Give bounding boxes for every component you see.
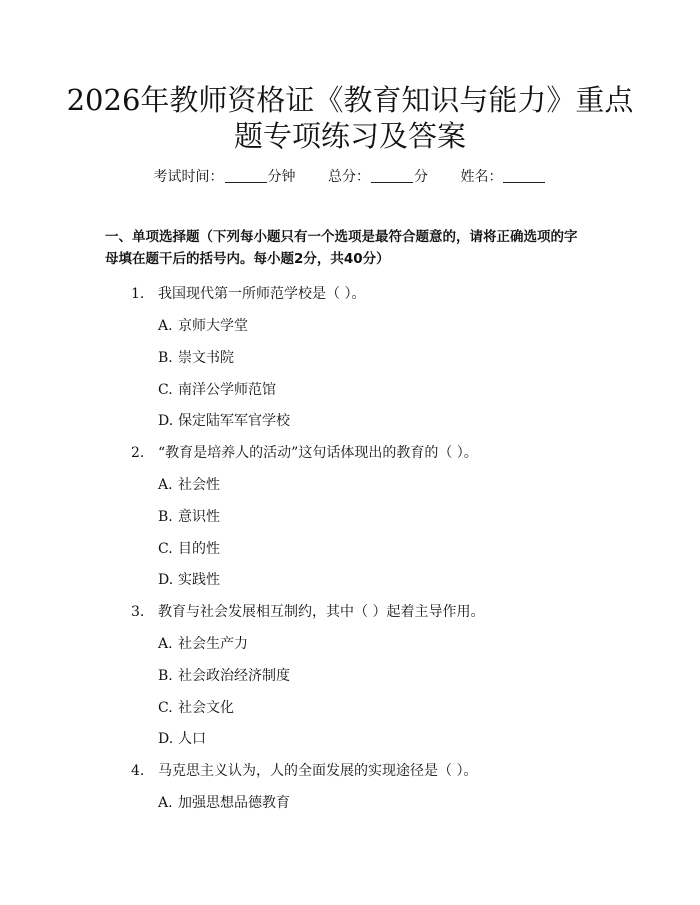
total-score-field [328, 169, 428, 185]
question-3-option-a [158, 633, 248, 655]
question-number: 1. [131, 286, 145, 302]
option-letter: C. [158, 700, 173, 716]
option-text: 意识性 [178, 509, 220, 525]
question-number: 4. [131, 763, 145, 779]
name-field [460, 169, 546, 185]
question-1-option-c [158, 379, 276, 401]
question-2-option-d [158, 569, 220, 591]
option-text: 社会文化 [178, 700, 234, 716]
option-text: 社会政治经济制度 [178, 668, 290, 684]
option-text: 加强思想品德教育 [178, 795, 290, 811]
option-letter: B. [158, 350, 173, 366]
question-2-option-b [158, 506, 220, 528]
option-letter: D. [158, 572, 174, 588]
exam-time-blank [225, 168, 267, 183]
question-3 [131, 601, 484, 623]
option-text: 崇文书院 [178, 350, 234, 366]
section-heading-line2: 母填在题干后的括号内。每小题2分，共40分） [105, 251, 390, 267]
exam-time-label: 考试时间： [153, 169, 224, 185]
option-text: 实践性 [178, 572, 220, 588]
question-1-option-b [158, 347, 234, 369]
page-title-line1: 2026年教师资格证《教育知识与能力》重点 [66, 83, 634, 117]
option-letter: A. [158, 477, 173, 493]
question-3-option-d [158, 728, 206, 750]
option-letter: D. [158, 413, 174, 429]
section-heading-line1: 一、单项选择题（下列每小题只有一个选项是最符合题意的，请将正确选项的字 [105, 229, 578, 245]
question-2-option-a [158, 474, 220, 496]
question-1-option-a [158, 315, 248, 337]
option-text: 社会性 [178, 477, 220, 493]
question-4-option-a [158, 792, 290, 814]
question-3-option-b [158, 665, 290, 687]
exam-time-field [154, 169, 296, 185]
option-text: 保定陆军军官学校 [178, 413, 290, 429]
question-2 [131, 442, 478, 464]
exam-time-unit: 分钟 [267, 169, 296, 185]
question-number: 3. [131, 604, 145, 620]
question-1-option-d [158, 410, 290, 432]
name-blank [503, 168, 545, 183]
question-4 [131, 760, 477, 782]
total-score-label: 总分： [328, 169, 370, 185]
option-text: 目的性 [178, 541, 220, 557]
question-stem: “教育是培养人的活动”这句话体现出的教育的（ ）。 [158, 445, 478, 461]
option-letter: A. [158, 318, 173, 334]
name-label: 姓名： [460, 169, 503, 185]
option-text: 南洋公学师范馆 [178, 382, 276, 398]
question-stem: 教育与社会发展相互制约，其中（ ）起着主导作用。 [158, 604, 485, 620]
question-1 [131, 283, 365, 305]
question-2-option-c [158, 538, 220, 560]
option-text: 京师大学堂 [178, 318, 248, 334]
page-title-line2: 题专项练习及答案 [233, 119, 466, 153]
exam-meta [0, 166, 700, 188]
question-3-option-c [158, 697, 234, 719]
question-number: 2. [131, 445, 145, 461]
total-score-blank [371, 168, 413, 183]
question-stem: 我国现代第一所师范学校是（ ）。 [158, 286, 366, 302]
total-score-unit: 分 [414, 169, 428, 185]
option-letter: C. [158, 541, 173, 557]
option-letter: A. [158, 795, 173, 811]
option-letter: C. [158, 382, 173, 398]
option-text: 社会生产力 [178, 636, 248, 652]
option-text: 人口 [178, 731, 206, 747]
option-letter: A. [158, 636, 173, 652]
option-letter: B. [158, 668, 173, 684]
question-stem: 马克思主义认为，人的全面发展的实现途径是（ ）。 [158, 763, 478, 779]
option-letter: B. [158, 509, 173, 525]
option-letter: D. [158, 731, 174, 747]
